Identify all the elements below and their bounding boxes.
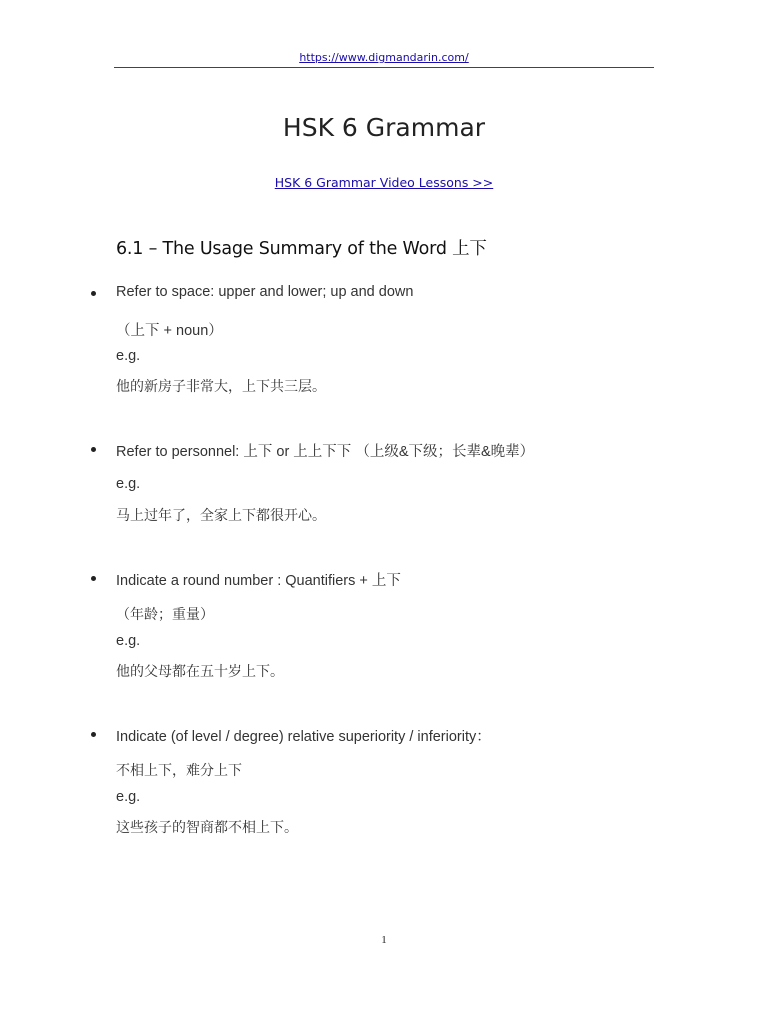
eg-label: e.g. [116,633,141,649]
bullet-icon [91,291,96,296]
list-item [0,569,768,680]
example-sentence: 马上过年了，全家上下都很开心。 [116,508,326,524]
usage-note: （年龄；重量） [116,607,214,623]
bullet-text: Refer to space: upper and lower; up and down [116,284,414,300]
page-number: 1 [381,934,387,946]
bullet-icon [91,732,96,737]
video-lessons-link[interactable]: HSK 6 Grammar Video Lessons >> [274,175,494,190]
eg-label: e.g. [116,476,141,492]
eg-label: e.g. [116,348,141,364]
usage-note: 不相上下，难分上下 [116,763,242,779]
eg-label: e.g. [116,789,141,805]
bullet-icon [91,576,96,581]
bullet-text: Refer to personnel: 上下 or 上上下下 （上级&下级；长辈&晚辈） [116,444,535,460]
section-heading: 6.1 – The Usage Summary of the Word 上下 [116,239,487,259]
list-item [0,440,768,524]
page-title: HSK 6 Grammar [282,113,486,142]
example-sentence: 他的新房子非常大，上下共三层。 [116,379,326,395]
example-sentence: 这些孩子的智商都不相上下。 [116,820,298,836]
header-url [0,51,768,64]
list-item [0,284,768,395]
header-url-link[interactable]: https://www.digmandarin.com/ [299,51,469,64]
header-divider [114,67,654,68]
bullet-text: Indicate a round number : Quantifiers + 上下 [116,573,401,589]
video-lessons-link-wrap [0,175,768,190]
example-sentence: 他的父母都在五十岁上下。 [116,664,284,680]
list-item [0,725,768,836]
bullet-text: Indicate (of level / degree) relative superiority / inferiority： [116,729,491,745]
bullet-icon [91,447,96,452]
usage-note: （上下 + noun） [116,323,223,339]
